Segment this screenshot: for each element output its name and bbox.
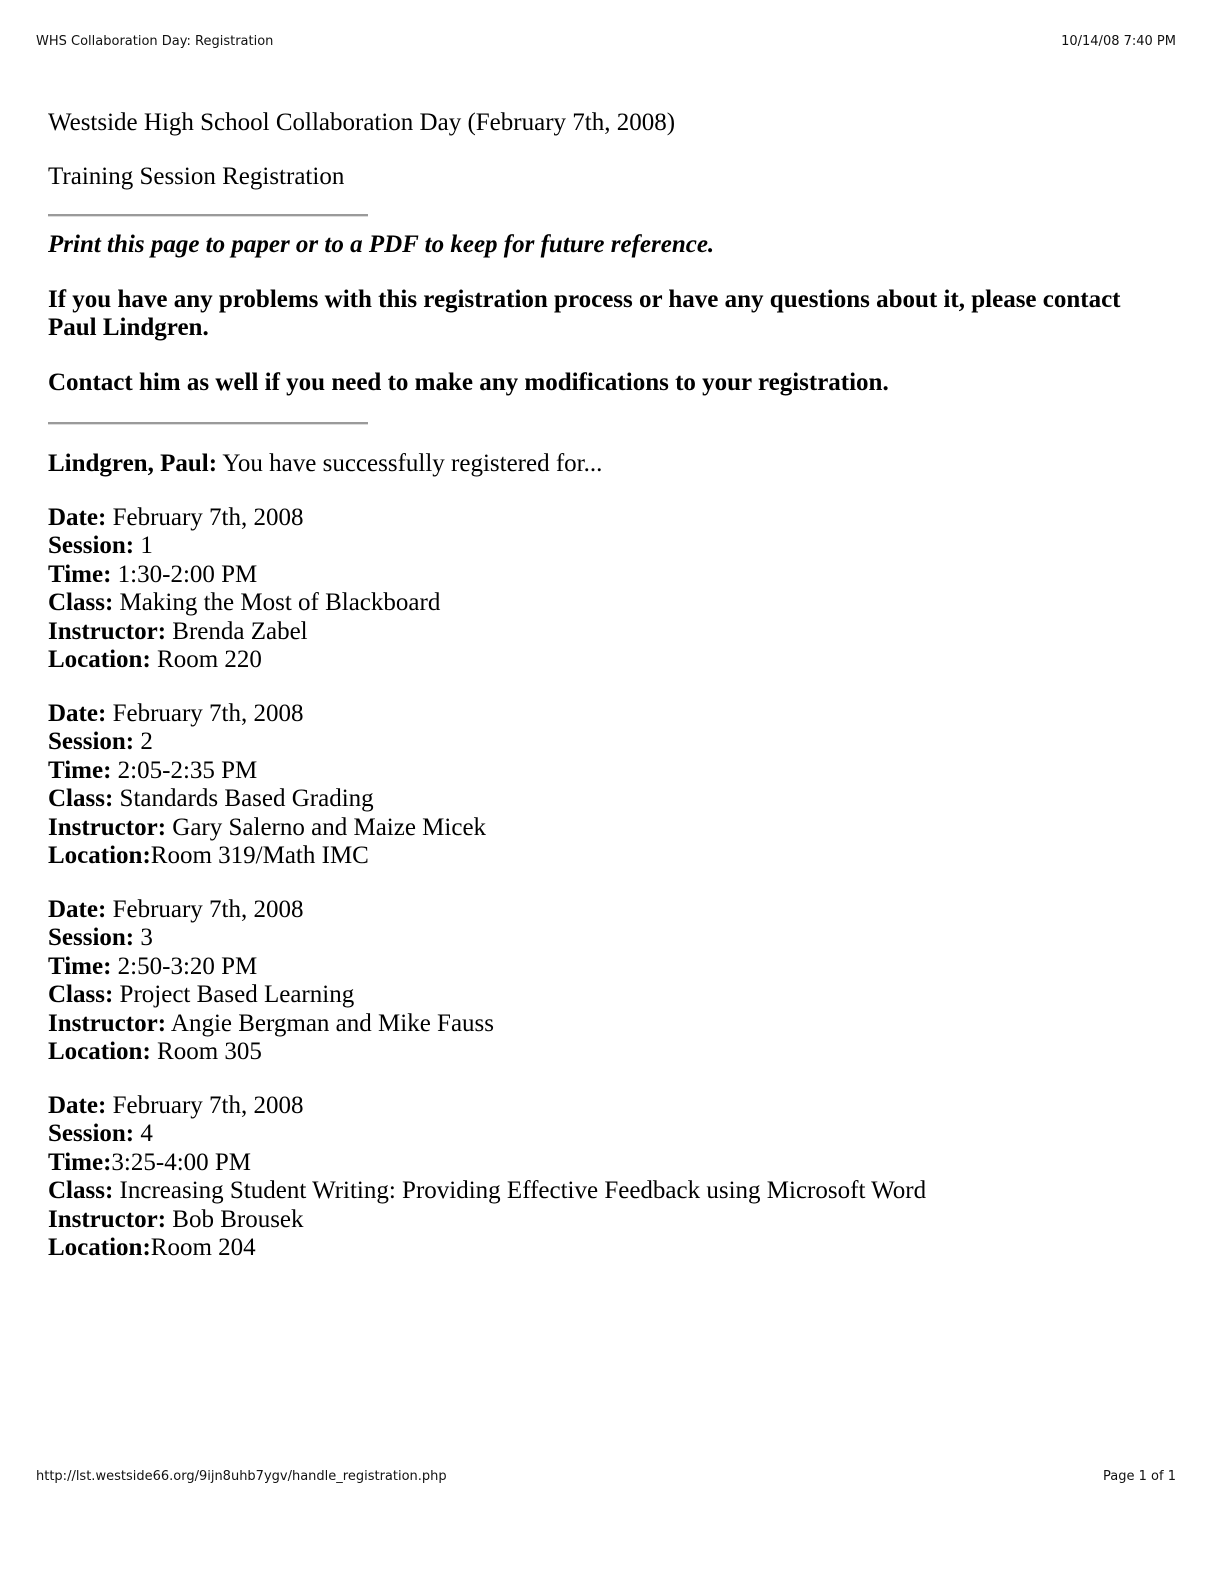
instructor-label: Instructor: — [48, 813, 167, 841]
location-label: Location: — [48, 646, 151, 673]
session-block — [48, 700, 1164, 871]
session-instructor: Angie Bergman and Mike Fauss — [166, 1009, 495, 1037]
session-date-row — [48, 504, 1164, 533]
session-location: Room 220 — [150, 646, 262, 673]
page-title: Westside High School Collaboration Day (February 7th, 2008) — [48, 109, 676, 136]
page-subtitle: Training Session Registration — [48, 163, 345, 190]
print-footer — [36, 1469, 1176, 1484]
registration-confirmation — [48, 450, 1164, 479]
session-time-row — [48, 757, 1164, 786]
session-class-row — [48, 1177, 1164, 1206]
date-label: Date: — [48, 699, 107, 727]
session-instructor: Bob Brousek — [166, 1205, 304, 1233]
session-date: February 7th, 2008 — [106, 699, 304, 727]
class-label: Class: — [48, 589, 114, 616]
print-header-timestamp: 10/14/08 7:40 PM — [1061, 34, 1176, 49]
session-time-row — [48, 953, 1164, 982]
session-class: Making the Most of Blackboard — [113, 589, 441, 616]
session-date: February 7th, 2008 — [106, 503, 304, 531]
session-date: February 7th, 2008 — [106, 1091, 304, 1119]
session-time: 2:05-2:35 PM — [111, 756, 258, 784]
print-footer-url: http://lst.westside66.org/9ijn8uhb7ygv/handle_registration.php — [36, 1469, 447, 1484]
session-number: 3 — [134, 924, 153, 951]
horizontal-rule — [48, 214, 368, 217]
session-location: Room 204 — [150, 1234, 256, 1261]
session-time: 3:25-4:00 PM — [111, 1148, 252, 1176]
date-label: Date: — [48, 895, 107, 923]
class-label: Class: — [48, 1177, 114, 1204]
session-class: Increasing Student Writing: Providing Effective Feedback using Microsoft Word — [113, 1177, 927, 1204]
session-location-row — [48, 842, 1164, 871]
session-number-row — [48, 924, 1164, 953]
location-label: Location: — [48, 1038, 151, 1065]
print-instructions: Print this page to paper or to a PDF to keep for future reference. — [48, 231, 715, 258]
instructor-label: Instructor: — [48, 1205, 167, 1233]
time-label: Time: — [48, 1148, 112, 1176]
session-number: 2 — [134, 728, 153, 755]
class-label: Class: — [48, 981, 114, 1008]
session-location-row — [48, 1234, 1164, 1263]
session-time: 2:50-3:20 PM — [111, 952, 258, 980]
session-time: 1:30-2:00 PM — [111, 560, 258, 588]
location-label: Location: — [48, 842, 151, 869]
registrant-name: Lindgren, Paul: — [48, 450, 218, 477]
session-block — [48, 896, 1164, 1067]
confirmation-message: You have successfully registered for... — [217, 450, 603, 477]
session-date-row — [48, 1092, 1164, 1121]
time-label: Time: — [48, 952, 112, 980]
print-header-title: WHS Collaboration Day: Registration — [36, 34, 274, 49]
session-class: Project Based Learning — [113, 981, 355, 1008]
print-footer-page-count: Page 1 of 1 — [1103, 1469, 1176, 1484]
session-number-row — [48, 728, 1164, 757]
session-block — [48, 1092, 1164, 1263]
session-date-row — [48, 896, 1164, 925]
contact-instructions: If you have any problems with this registration process or have any questions about it, please contact Paul Lindgren. — [48, 285, 1121, 341]
session-number-row — [48, 1120, 1164, 1149]
session-label: Session: — [48, 1120, 135, 1147]
session-label: Session: — [48, 532, 135, 559]
instructor-label: Instructor: — [48, 1009, 167, 1037]
session-number-row — [48, 532, 1164, 561]
date-label: Date: — [48, 1091, 107, 1119]
date-label: Date: — [48, 503, 107, 531]
session-location: Room 319/Math IMC — [150, 842, 369, 869]
modification-instructions: Contact him as well if you need to make any modifications to your registration. — [48, 368, 889, 396]
session-number: 4 — [134, 1120, 153, 1147]
session-instructor-row — [48, 814, 1164, 843]
session-location: Room 305 — [150, 1038, 262, 1065]
session-instructor: Brenda Zabel — [166, 617, 308, 645]
horizontal-rule — [48, 422, 368, 425]
session-location-row — [48, 646, 1164, 675]
session-time-row — [48, 561, 1164, 590]
session-block — [48, 504, 1164, 675]
session-instructor: Gary Salerno and Maize Micek — [166, 813, 487, 841]
session-label: Session: — [48, 924, 135, 951]
session-class-row — [48, 785, 1164, 814]
session-label: Session: — [48, 728, 135, 755]
session-class-row — [48, 589, 1164, 618]
session-number: 1 — [134, 532, 153, 559]
time-label: Time: — [48, 560, 112, 588]
session-instructor-row — [48, 618, 1164, 647]
session-class: Standards Based Grading — [113, 785, 374, 812]
print-header — [36, 34, 1176, 49]
class-label: Class: — [48, 785, 114, 812]
session-time-row — [48, 1149, 1164, 1178]
time-label: Time: — [48, 756, 112, 784]
page-content — [48, 106, 1164, 1263]
session-date-row — [48, 700, 1164, 729]
session-instructor-row — [48, 1206, 1164, 1235]
instructor-label: Instructor: — [48, 617, 167, 645]
location-label: Location: — [48, 1234, 151, 1261]
session-date: February 7th, 2008 — [106, 895, 304, 923]
session-class-row — [48, 981, 1164, 1010]
session-location-row — [48, 1038, 1164, 1067]
session-instructor-row — [48, 1010, 1164, 1039]
